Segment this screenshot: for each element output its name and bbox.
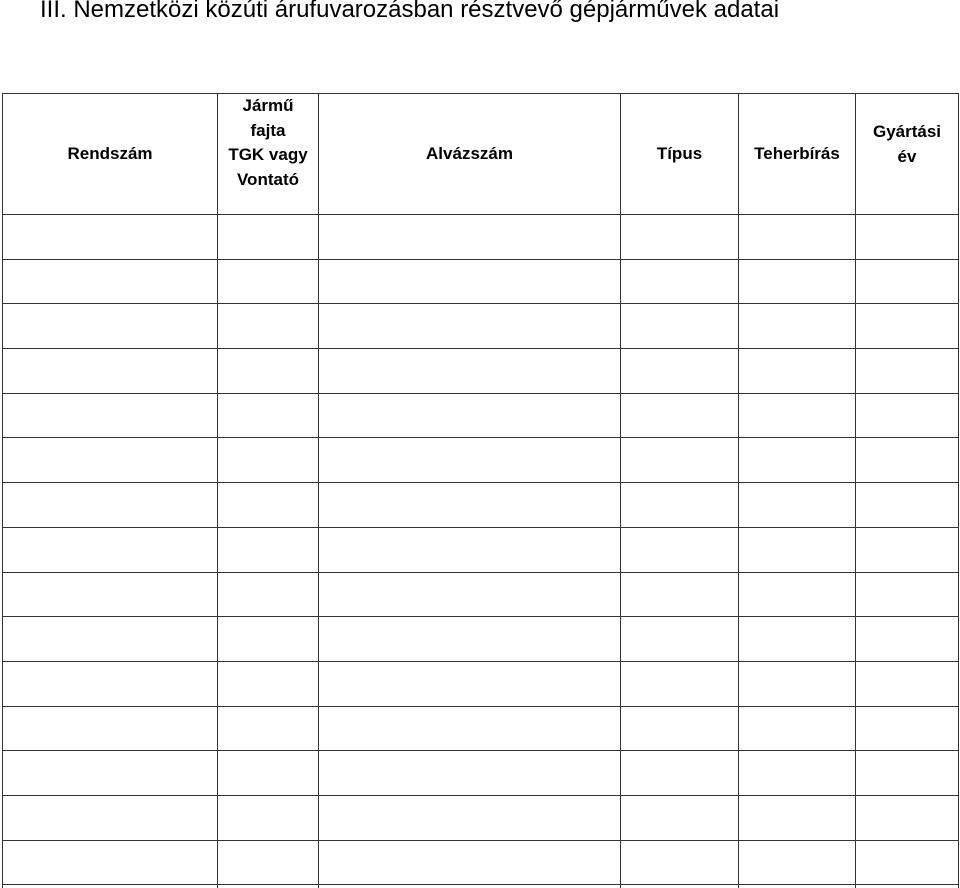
table-cell-teherbiras[interactable] bbox=[739, 393, 856, 438]
table-cell-alvazszam[interactable] bbox=[319, 483, 621, 528]
table-cell-alvazszam[interactable] bbox=[319, 572, 621, 617]
table-cell-tipus[interactable] bbox=[621, 751, 739, 796]
table-cell-tipus[interactable] bbox=[621, 215, 739, 260]
table-row bbox=[3, 706, 959, 751]
table-cell-alvazszam[interactable] bbox=[319, 840, 621, 885]
header-teherbiras bbox=[739, 94, 856, 215]
table-cell-alvazszam[interactable] bbox=[319, 259, 621, 304]
table-header-row bbox=[3, 94, 959, 215]
header-gyartasi-ev-line: Gyártási bbox=[872, 122, 942, 141]
table-cell-jarmu-fajta[interactable] bbox=[218, 661, 319, 706]
table-cell-alvazszam[interactable] bbox=[319, 393, 621, 438]
table-row bbox=[3, 438, 959, 483]
table-cell-rendszam[interactable] bbox=[3, 483, 218, 528]
table-cell-teherbiras[interactable] bbox=[739, 438, 856, 483]
header-alvazszam-label: Alvázszám bbox=[426, 143, 513, 163]
table-cell-jarmu-fajta[interactable] bbox=[218, 751, 319, 796]
table-cell-jarmu-fajta[interactable] bbox=[218, 706, 319, 751]
table-cell-alvazszam[interactable] bbox=[319, 795, 621, 840]
table-cell-jarmu-fajta[interactable] bbox=[218, 215, 319, 260]
table-cell-rendszam[interactable] bbox=[3, 393, 218, 438]
header-jarmu-fajta-line: Vontató bbox=[236, 169, 299, 189]
table-row bbox=[3, 215, 959, 260]
table-row bbox=[3, 751, 959, 796]
table-row bbox=[3, 661, 959, 706]
table-cell-tipus[interactable] bbox=[621, 840, 739, 885]
table-cell-rendszam[interactable] bbox=[3, 617, 218, 662]
table-cell-rendszam[interactable] bbox=[3, 795, 218, 840]
table-cell-rendszam[interactable] bbox=[3, 438, 218, 483]
header-teherbiras-label: Teherbírás bbox=[754, 143, 840, 163]
table-row bbox=[3, 393, 959, 438]
table-cell-rendszam[interactable] bbox=[3, 751, 218, 796]
table-cell-jarmu-fajta[interactable] bbox=[218, 795, 319, 840]
table-cell-gyartasi-ev[interactable] bbox=[856, 483, 959, 528]
table-cell-alvazszam[interactable] bbox=[319, 349, 621, 394]
header-jarmu-fajta bbox=[218, 94, 319, 215]
table-cell-jarmu-fajta[interactable] bbox=[218, 617, 319, 662]
table-cell-alvazszam[interactable] bbox=[319, 661, 621, 706]
table-cell-teherbiras[interactable] bbox=[739, 795, 856, 840]
table-cell-tipus[interactable] bbox=[621, 483, 739, 528]
table-row bbox=[3, 840, 959, 885]
table-cell-teherbiras[interactable] bbox=[739, 706, 856, 751]
table-cell-gyartasi-ev[interactable] bbox=[856, 795, 959, 840]
table-cell-alvazszam[interactable] bbox=[319, 215, 621, 260]
table-cell-rendszam[interactable] bbox=[3, 304, 218, 349]
table-cell-gyartasi-ev[interactable] bbox=[856, 259, 959, 304]
table-cell-rendszam[interactable] bbox=[3, 706, 218, 751]
table-cell-jarmu-fajta[interactable] bbox=[218, 483, 319, 528]
table-cell-gyartasi-ev[interactable] bbox=[856, 840, 959, 885]
table-cell-rendszam[interactable] bbox=[3, 259, 218, 304]
table-cell-rendszam[interactable] bbox=[3, 661, 218, 706]
table-cell-gyartasi-ev[interactable] bbox=[856, 304, 959, 349]
table-cell-jarmu-fajta[interactable] bbox=[218, 304, 319, 349]
table-cell-teherbiras[interactable] bbox=[739, 527, 856, 572]
table-row bbox=[3, 572, 959, 617]
table-cell-tipus[interactable] bbox=[621, 572, 739, 617]
table-cell-jarmu-fajta[interactable] bbox=[218, 572, 319, 617]
table-cell-gyartasi-ev[interactable] bbox=[856, 527, 959, 572]
header-gyartasi-ev bbox=[856, 94, 959, 215]
table-cell-rendszam[interactable] bbox=[3, 572, 218, 617]
table-cell-gyartasi-ev[interactable] bbox=[856, 349, 959, 394]
table-cell-tipus[interactable] bbox=[621, 393, 739, 438]
table-row bbox=[3, 259, 959, 304]
table-cell-gyartasi-ev[interactable] bbox=[856, 438, 959, 483]
header-tipus bbox=[621, 94, 739, 215]
table-cell-alvazszam[interactable] bbox=[319, 617, 621, 662]
table-cell-tipus[interactable] bbox=[621, 617, 739, 662]
header-tipus-label: Típus bbox=[656, 143, 703, 163]
header-jarmu-fajta-line: Jármű bbox=[242, 96, 294, 115]
table-cell-alvazszam[interactable] bbox=[319, 706, 621, 751]
table-cell-teherbiras[interactable] bbox=[739, 572, 856, 617]
table-cell-teherbiras[interactable] bbox=[739, 483, 856, 528]
table-cell-teherbiras[interactable] bbox=[739, 617, 856, 662]
table-cell-gyartasi-ev[interactable] bbox=[856, 572, 959, 617]
table-cell-teherbiras[interactable] bbox=[739, 840, 856, 885]
header-rendszam bbox=[3, 94, 218, 215]
table-cell-tipus[interactable] bbox=[621, 527, 739, 572]
table-cell-teherbiras[interactable] bbox=[739, 661, 856, 706]
header-gyartasi-ev-line: év bbox=[897, 146, 917, 166]
table-cell-tipus[interactable] bbox=[621, 661, 739, 706]
table-cell-jarmu-fajta[interactable] bbox=[218, 438, 319, 483]
document-title: III. Nemzetközi közúti árufuvarozásban résztvevő gépjárművek adatai bbox=[40, 0, 780, 23]
table-cell-gyartasi-ev[interactable] bbox=[856, 617, 959, 662]
table-cell-jarmu-fajta[interactable] bbox=[218, 393, 319, 438]
table-row bbox=[3, 617, 959, 662]
table-cell-rendszam[interactable] bbox=[3, 215, 218, 260]
table-cell-rendszam[interactable] bbox=[3, 527, 218, 572]
table-cell-jarmu-fajta[interactable] bbox=[218, 840, 319, 885]
header-rendszam-label: Rendszám bbox=[67, 143, 153, 163]
table-cell-tipus[interactable] bbox=[621, 304, 739, 349]
table-row bbox=[3, 304, 959, 349]
header-jarmu-fajta-line: fajta bbox=[250, 120, 286, 140]
table-cell-teherbiras[interactable] bbox=[739, 304, 856, 349]
table-cell-tipus[interactable] bbox=[621, 259, 739, 304]
table-cell-rendszam[interactable] bbox=[3, 349, 218, 394]
table-row bbox=[3, 527, 959, 572]
table-cell-gyartasi-ev[interactable] bbox=[856, 706, 959, 751]
vehicle-data-table bbox=[2, 93, 959, 888]
table-cell-tipus[interactable] bbox=[621, 795, 739, 840]
table-cell-alvazszam[interactable] bbox=[319, 304, 621, 349]
table-cell-tipus[interactable] bbox=[621, 706, 739, 751]
header-jarmu-fajta-line: TGK vagy bbox=[228, 145, 308, 164]
table-cell-tipus[interactable] bbox=[621, 438, 739, 483]
table-cell-alvazszam[interactable] bbox=[319, 438, 621, 483]
table-cell-gyartasi-ev[interactable] bbox=[856, 215, 959, 260]
table-cell-gyartasi-ev[interactable] bbox=[856, 751, 959, 796]
table-cell-alvazszam[interactable] bbox=[319, 527, 621, 572]
table-cell-gyartasi-ev[interactable] bbox=[856, 393, 959, 438]
table-cell-jarmu-fajta[interactable] bbox=[218, 259, 319, 304]
table-cell-jarmu-fajta[interactable] bbox=[218, 527, 319, 572]
table-cell-teherbiras[interactable] bbox=[739, 259, 856, 304]
table-cell-jarmu-fajta[interactable] bbox=[218, 349, 319, 394]
table-cell-alvazszam[interactable] bbox=[319, 751, 621, 796]
table-row bbox=[3, 349, 959, 394]
table-cell-rendszam[interactable] bbox=[3, 840, 218, 885]
table-cell-teherbiras[interactable] bbox=[739, 349, 856, 394]
table-cell-teherbiras[interactable] bbox=[739, 751, 856, 796]
table-cell-teherbiras[interactable] bbox=[739, 215, 856, 260]
table-row bbox=[3, 795, 959, 840]
header-alvazszam bbox=[319, 94, 621, 215]
table-cell-gyartasi-ev[interactable] bbox=[856, 661, 959, 706]
table-body bbox=[3, 215, 959, 888]
table-row bbox=[3, 483, 959, 528]
table-cell-tipus[interactable] bbox=[621, 349, 739, 394]
